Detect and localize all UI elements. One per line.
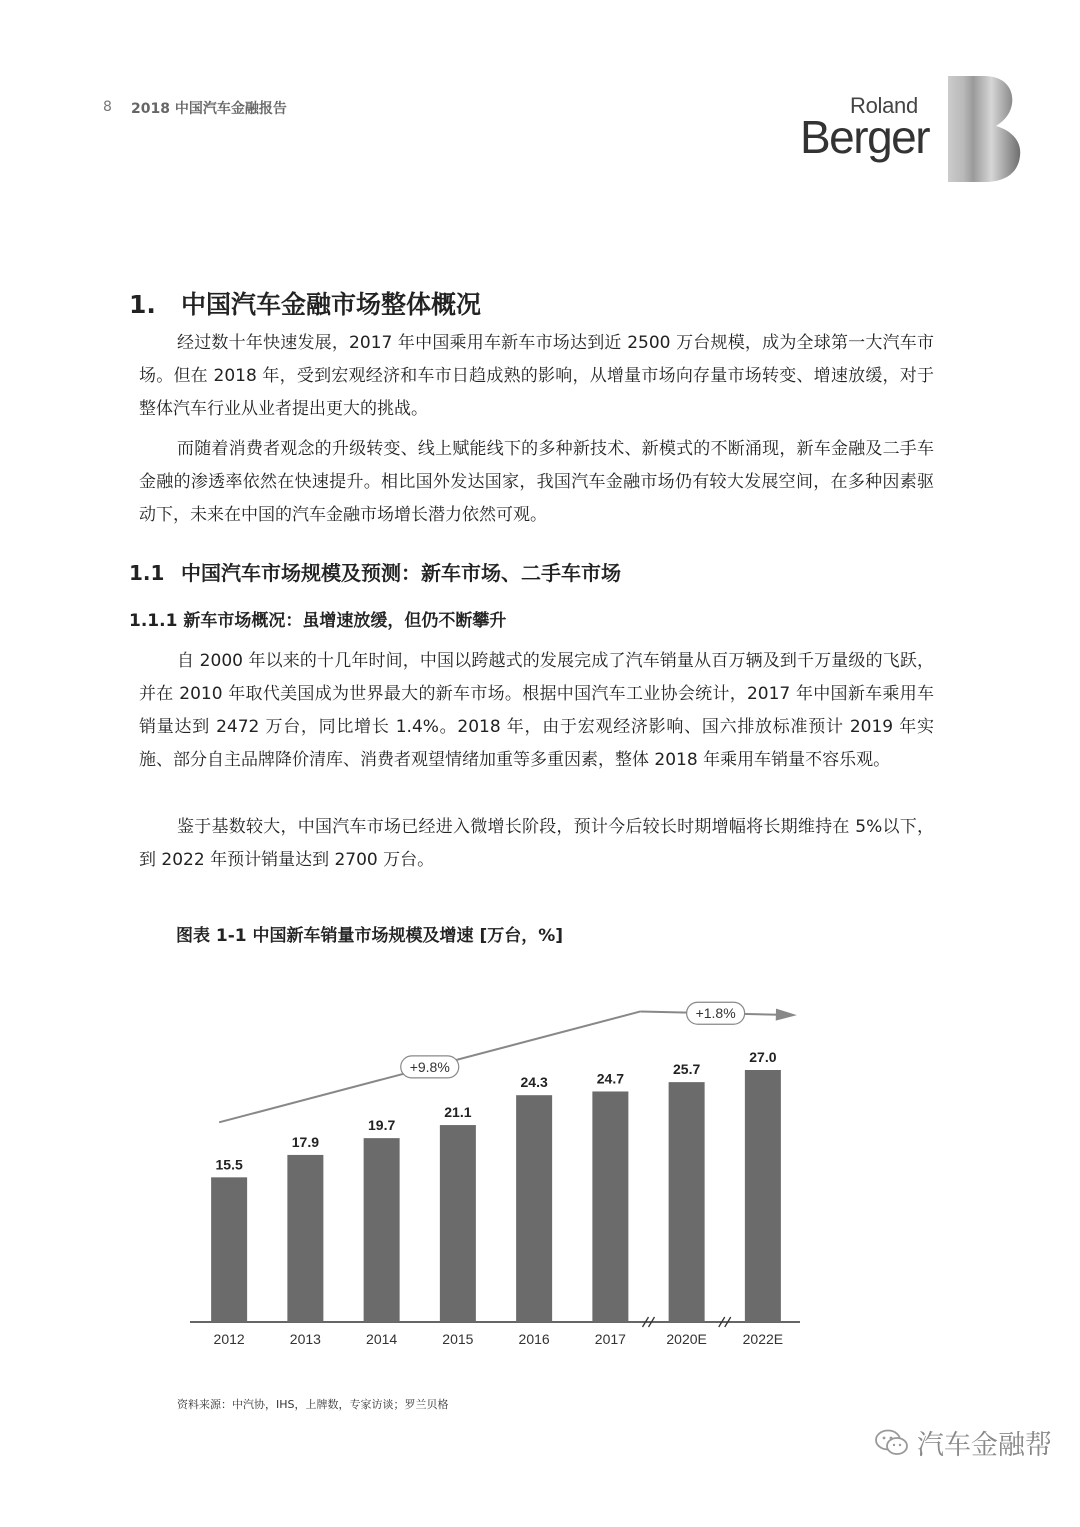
bar-2012	[211, 1177, 247, 1322]
data-label-2013: 17.9	[291, 1133, 319, 1150]
tick-label-2016: 2016	[518, 1331, 550, 1347]
data-label-2014: 19.7	[368, 1117, 396, 1134]
paragraph: 自 2000 年以来的十几年时间，中国以跨越式的发展完成了汽车销量从百万辆及到千万量级的飞跃，并在 2010 年取代美国成为世界最大的新车市场。根据中国汽车工业协会统计，2017 年中国新车乘用车销量达到 2472 万台，同比增长 1.4%。2018 年，由于宏观经济影响、国六排放标准预计 2019 年实施、部分自主品牌降价清库、消费者观望情绪加重等多重因素，整体 2018 年乘用车销量不容乐观。	[139, 651, 934, 770]
logo-text-berger: Berger	[800, 111, 930, 163]
section-heading-1-1	[129, 557, 621, 586]
logo-text-roland: Roland	[850, 93, 918, 118]
section-number: 1.1	[129, 561, 165, 585]
watermark	[875, 1423, 1052, 1462]
data-label-2016: 24.3	[520, 1074, 548, 1091]
tick-label-2020E: 2020E	[666, 1331, 707, 1347]
growth-label: +1.8%	[695, 1005, 736, 1022]
tick-label-2017: 2017	[594, 1331, 626, 1347]
section-heading-1-1-1: 1.1.1 新车市场概况：虽增速放缓，但仍不断攀升	[129, 611, 507, 631]
bar-2020E	[669, 1082, 705, 1322]
bar-2013	[287, 1155, 323, 1322]
roland-berger-logo-icon	[944, 74, 1024, 184]
wechat-icon	[875, 1429, 909, 1457]
figure-source: 资料来源：中汽协，IHS，上牌数，专家访谈；罗兰贝格	[177, 1398, 449, 1411]
bar-2017	[592, 1091, 628, 1322]
data-label-2022E: 27.0	[749, 1049, 777, 1065]
bar-2014	[364, 1138, 400, 1322]
paragraph: 经过数十年快速发展，2017 年中国乘用车新车市场达到近 2500 万台规模，成为全球第一大汽车市场。但在 2018 年，受到宏观经济和车市日趋成熟的影响，从增量市场向存量市场转变、增速放缓，对于整体汽车行业从业者提出更大的挑战。	[139, 333, 934, 419]
data-label-2015: 21.1	[444, 1104, 472, 1121]
bar-2022E	[745, 1070, 781, 1322]
data-label-2020E: 25.7	[673, 1061, 701, 1078]
section-heading-1	[129, 285, 481, 321]
tick-label-2022E: 2022E	[742, 1331, 784, 1347]
data-label-2012: 15.5	[215, 1156, 243, 1173]
watermark-text: 汽车金融帮	[917, 1430, 1052, 1461]
growth-label: +9.8%	[409, 1058, 450, 1075]
tick-label-2014: 2014	[366, 1331, 398, 1347]
tick-label-2012: 2012	[213, 1331, 245, 1347]
growth-arrow-head	[776, 1009, 797, 1021]
tick-label-2013: 2013	[289, 1331, 321, 1347]
section-title: 中国汽车市场规模及预测：新车市场、二手车市场	[181, 561, 621, 585]
figure-title: 图表 1-1 中国新车销量市场规模及增速 [万台，%]	[176, 926, 564, 946]
data-label-2017: 24.7	[596, 1070, 624, 1087]
section-number: 1.	[129, 290, 156, 319]
paragraph: 鉴于基数较大，中国汽车市场已经进入微增长阶段，预计今后较长时期增幅将长期维持在 5%以下，到 2022 年预计销量达到 2700 万台。	[139, 817, 934, 870]
bar-chart	[180, 995, 810, 1360]
section-title: 中国汽车金融市场整体概况	[181, 290, 482, 319]
page-number: 8	[103, 99, 112, 115]
report-title: 2018 中国汽车金融报告	[131, 101, 287, 117]
bar-2015	[440, 1125, 476, 1322]
paragraph: 而随着消费者观念的升级转变、线上赋能线下的多种新技术、新模式的不断涌现，新车金融及二手车金融的渗透率依然在快速提升。相比国外发达国家，我国汽车金融市场仍有较大发展空间，在多种因素驱动下，未来在中国的汽车金融市场增长潜力依然可观。	[139, 439, 934, 525]
bar-2016	[516, 1095, 552, 1322]
tick-label-2015: 2015	[442, 1331, 474, 1347]
